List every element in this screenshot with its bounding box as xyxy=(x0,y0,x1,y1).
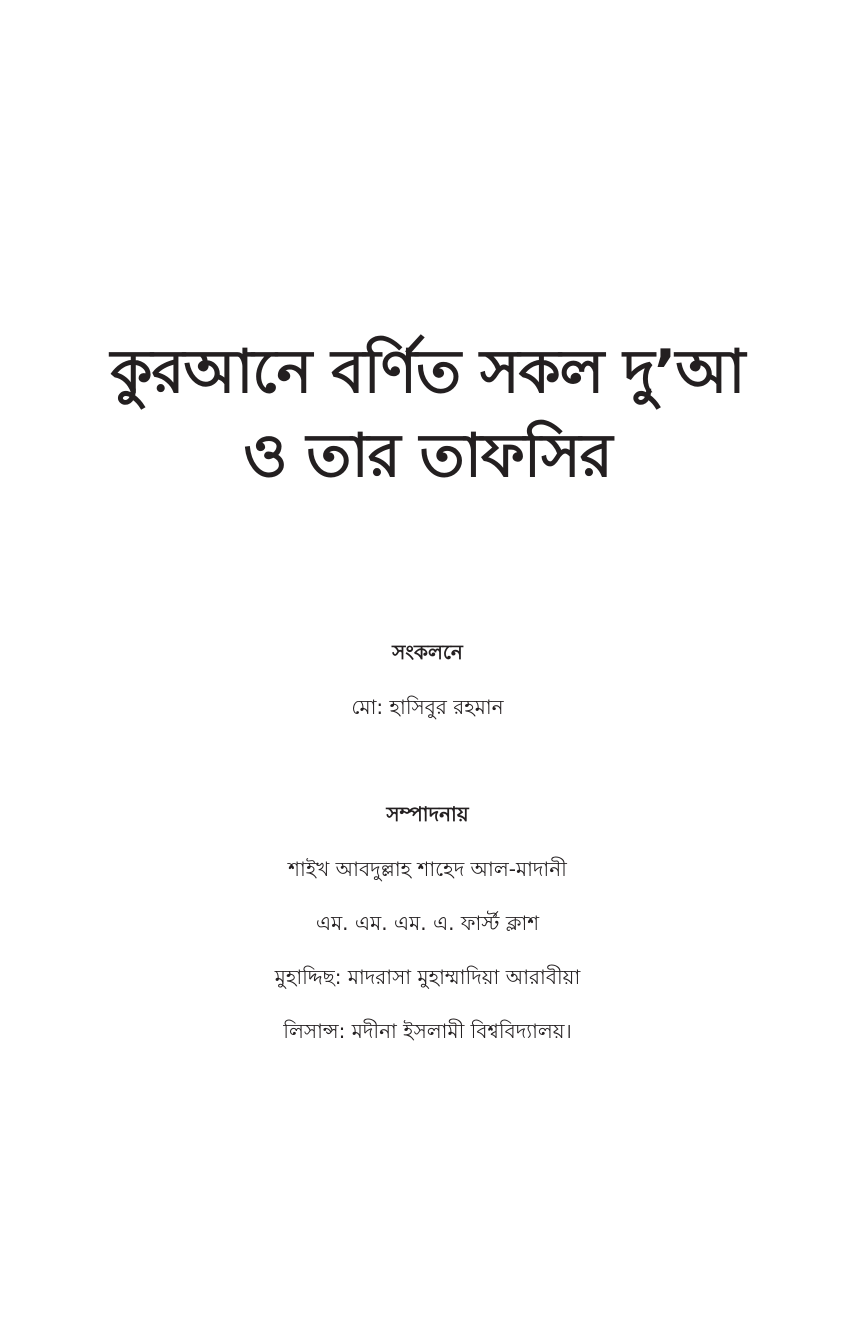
editor-section xyxy=(0,800,855,1045)
book-title-line-2: ও তার তাফসির xyxy=(243,421,612,491)
editor-position: মুহাদ্দিছ: মাদরাসা মুহাম্মাদিয়া আরাবীয়া xyxy=(274,965,581,989)
compiler-heading: সংকলনে xyxy=(392,640,463,664)
book-title-line-1: কুরআনে বর্ণিত সকল দু’আ xyxy=(110,337,745,407)
book-title xyxy=(0,330,855,498)
compiler-section xyxy=(0,638,855,721)
editor-name: শাইখ আবদুল্লাহ শাহেদ আল-মাদানী xyxy=(288,857,567,881)
editor-degree: এম. এম. এম. এ. ফার্স্ট ক্লাশ xyxy=(315,911,540,935)
compiler-name: মো: হাসিবুর রহমান xyxy=(351,695,504,719)
editor-licence: লিসান্স: মদীনা ইসলামী বিশ্ববিদ্যালয়। xyxy=(283,1019,572,1043)
editor-heading: সম্পাদনায় xyxy=(386,802,469,826)
